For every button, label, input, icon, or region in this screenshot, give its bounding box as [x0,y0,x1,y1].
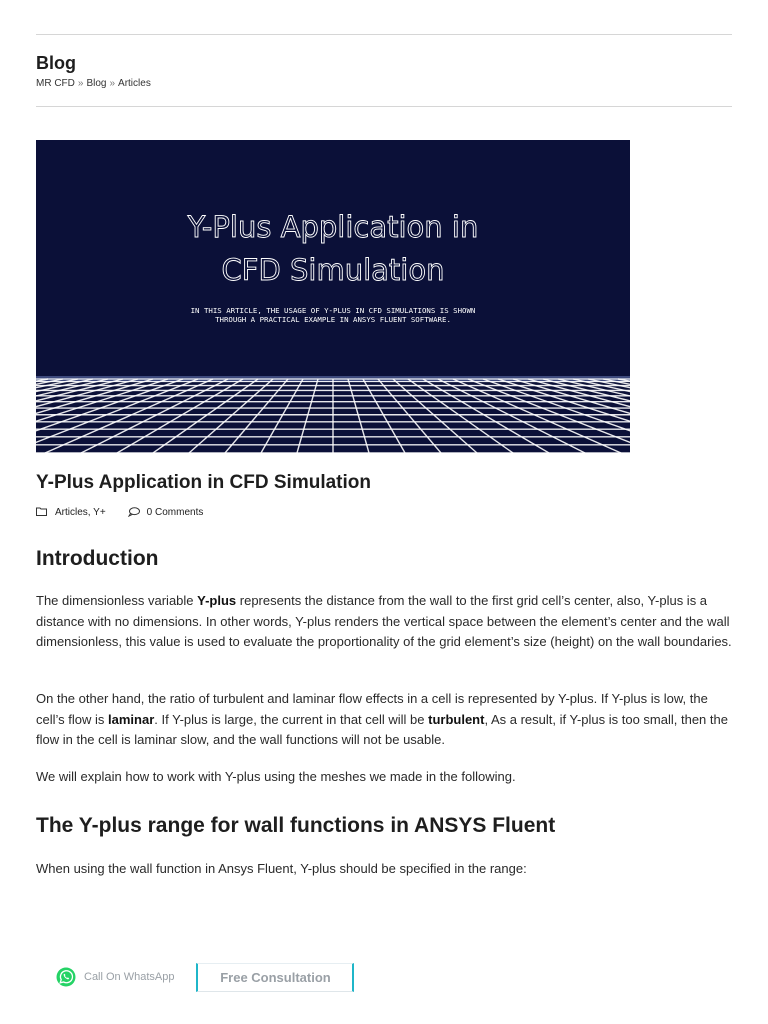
paragraph-flow-ratio [36,689,736,751]
featured-image[interactable] [36,140,630,453]
breadcrumb-separator: » [77,78,84,89]
bold-term: laminar [108,711,155,727]
paragraph-definition [36,591,736,653]
text: On the other hand, the ratio of turbulent and laminar flow effects in a cell is represented by Y-plus. If Y-plus is low, the cell’s flow is [36,691,708,727]
introduction-heading: Introduction [36,547,159,570]
whatsapp-button[interactable] [56,967,174,987]
range-heading: The Y-plus range for wall functions in ANSYS Fluent [36,814,556,837]
free-consultation-button[interactable]: Free Consultation [196,963,354,992]
hero-graphic [36,140,630,453]
post-title[interactable]: Y-Plus Application in CFD Simulation [36,472,371,493]
breadcrumb-separator: » [109,78,116,89]
header-divider [36,106,732,107]
post-meta [36,505,203,519]
page-title: Blog [36,53,76,73]
whatsapp-label[interactable]: Call On WhatsApp [84,971,175,983]
hero-subtitle-line1: IN THIS ARTICLE, THE USAGE OF Y-PLUS IN CFD SIMULATIONS IS SHOWN [190,306,476,315]
folder-icon [36,507,48,517]
comments-meta[interactable] [128,507,204,518]
text: . If Y-plus is large, the current in that cell will be [154,711,429,727]
paragraph-range: When using the wall function in Ansys Fluent, Y-plus should be specified in the range: [36,861,527,876]
breadcrumb-articles[interactable]: Articles [118,78,151,89]
breadcrumb [36,77,151,90]
hero-title-line1: Y-Plus Application in [187,210,479,244]
text: The dimensionless variable [36,593,198,608]
post-categories[interactable] [55,507,106,518]
whatsapp-icon [56,967,76,987]
top-divider [36,34,732,35]
page-header [36,52,151,90]
bold-term: turbulent [428,711,485,727]
text: represents the distance from the wall to the first grid cell’s center, also, Y-plus is a distance with no dimensions. In other words, Y-plus renders the vertical space between the element’s center and the wall dimensionless, this value is used to evaluate the proportionality of the grid element’s size (height) on the wall boundaries. [36,593,732,650]
bold-term: Y-plus [197,593,237,608]
contact-bar [36,962,456,992]
category-links[interactable]: Articles, Y+ [55,506,106,518]
comments-count[interactable]: 0 Comments [146,506,204,518]
breadcrumb-blog[interactable]: Blog [86,78,107,89]
breadcrumb-home[interactable]: MR CFD [36,78,75,89]
comment-icon [128,507,140,517]
hero-title-line2: CFD Simulation [221,253,445,287]
text: , As a result, if Y-plus is too small, then the flow in the cell is laminar slow, and the wall functions will not be usable. [36,711,728,748]
hero-subtitle-line2: THROUGH A PRACTICAL EXAMPLE IN ANSYS FLUENT SOFTWARE. [215,315,451,324]
paragraph-explain: We will explain how to work with Y-plus using the meshes we made in the following. [36,769,516,784]
